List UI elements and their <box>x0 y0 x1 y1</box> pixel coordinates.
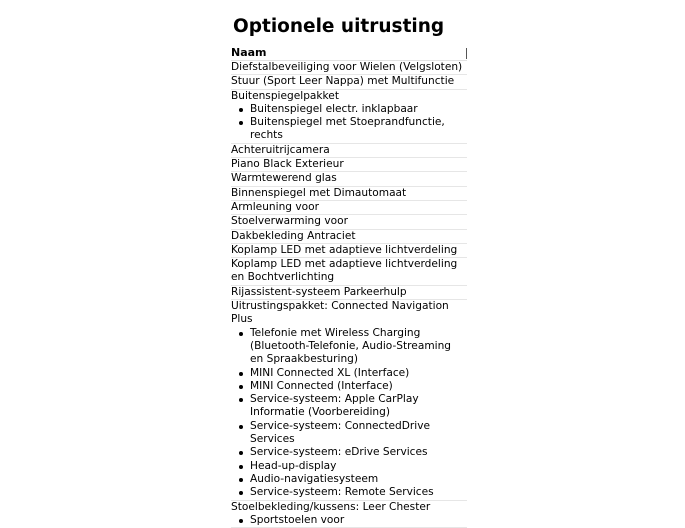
table-row <box>231 300 467 500</box>
list-item-text: Head-up-display <box>250 460 467 473</box>
row-label: Piano Black Exterieur <box>231 158 467 171</box>
list-item-text: Service-systeem: eDrive Services <box>250 446 467 459</box>
row-label: en Bochtverlichting <box>231 271 467 284</box>
table-row <box>231 144 467 158</box>
list-item <box>231 367 467 380</box>
options-table <box>231 46 467 528</box>
row-label: Buitenspiegelpakket <box>231 90 467 103</box>
table-row <box>231 201 467 215</box>
list-item-text: Service-systeem: Remote Services <box>250 486 467 499</box>
list-item-text: Sportstoelen voor <box>250 514 467 527</box>
list-item-text: (Bluetooth-Telefonie, Audio-Streaming <box>250 340 467 353</box>
list-item-text: rechts <box>250 129 467 142</box>
list-item <box>231 446 467 459</box>
list-item <box>231 103 467 116</box>
row-label: Stuur (Sport Leer Nappa) met Multifunctie <box>231 75 467 88</box>
list-item <box>231 380 467 393</box>
list-item-text: Service-systeem: ConnectedDrive <box>250 420 467 433</box>
table-row <box>231 75 467 89</box>
list-item-text: Service-systeem: Apple CarPlay <box>250 393 467 406</box>
row-label: Koplamp LED met adaptieve lichtverdeling <box>231 258 467 271</box>
row-label: Achteruitrijcamera <box>231 144 467 157</box>
list-item <box>231 116 467 143</box>
table-row <box>231 61 467 75</box>
table-row <box>231 172 467 186</box>
table-row <box>231 215 467 229</box>
table-row <box>231 286 467 300</box>
list-item <box>231 460 467 473</box>
row-label: Uitrustingspakket: Connected Navigation <box>231 300 467 313</box>
table-row <box>231 230 467 244</box>
list-item <box>231 514 467 527</box>
list-item <box>231 473 467 486</box>
column-divider <box>466 48 467 59</box>
table-row <box>231 187 467 201</box>
list-item <box>231 327 467 367</box>
table-row <box>231 258 467 286</box>
row-label: Stoelverwarming voor <box>231 215 467 228</box>
row-label: Dakbekleding Antraciet <box>231 230 467 243</box>
sub-item-list <box>231 327 467 500</box>
list-item-text: Informatie (Voorbereiding) <box>250 406 467 419</box>
list-item-text: Buitenspiegel electr. inklapbaar <box>250 103 467 116</box>
row-label: Warmtewerend glas <box>231 172 467 185</box>
list-item-text: Services <box>250 433 467 446</box>
list-item <box>231 486 467 499</box>
row-label: Stoelbekleding/kussens: Leer Chester <box>231 501 467 514</box>
list-item-text: MINI Connected XL (Interface) <box>250 367 467 380</box>
table-row <box>231 90 467 144</box>
column-header-naam: Naam <box>231 46 267 59</box>
table-row <box>231 501 467 528</box>
table-row <box>231 244 467 258</box>
row-label: Diefstalbeveiliging voor Wielen (Velgsloten) <box>231 61 467 74</box>
table-header <box>231 46 467 61</box>
list-item <box>231 420 467 447</box>
row-label: Rijassistent-systeem Parkeerhulp <box>231 286 467 299</box>
list-item-text: Audio-navigatiesysteem <box>250 473 467 486</box>
table-row <box>231 158 467 172</box>
list-item-text: Telefonie met Wireless Charging <box>250 327 467 340</box>
row-label: Armleuning voor <box>231 201 467 214</box>
sub-item-list <box>231 514 467 527</box>
list-item-text: Buitenspiegel met Stoeprandfunctie, <box>250 116 467 129</box>
row-label: Plus <box>231 313 467 326</box>
list-item <box>231 393 467 420</box>
table-body <box>231 61 467 528</box>
row-label: Koplamp LED met adaptieve lichtverdeling <box>231 244 467 257</box>
sub-item-list <box>231 103 467 143</box>
section-title: Optionele uitrusting <box>233 16 444 37</box>
row-label: Binnenspiegel met Dimautomaat <box>231 187 467 200</box>
list-item-text: en Spraakbesturing) <box>250 353 467 366</box>
list-item-text: MINI Connected (Interface) <box>250 380 467 393</box>
